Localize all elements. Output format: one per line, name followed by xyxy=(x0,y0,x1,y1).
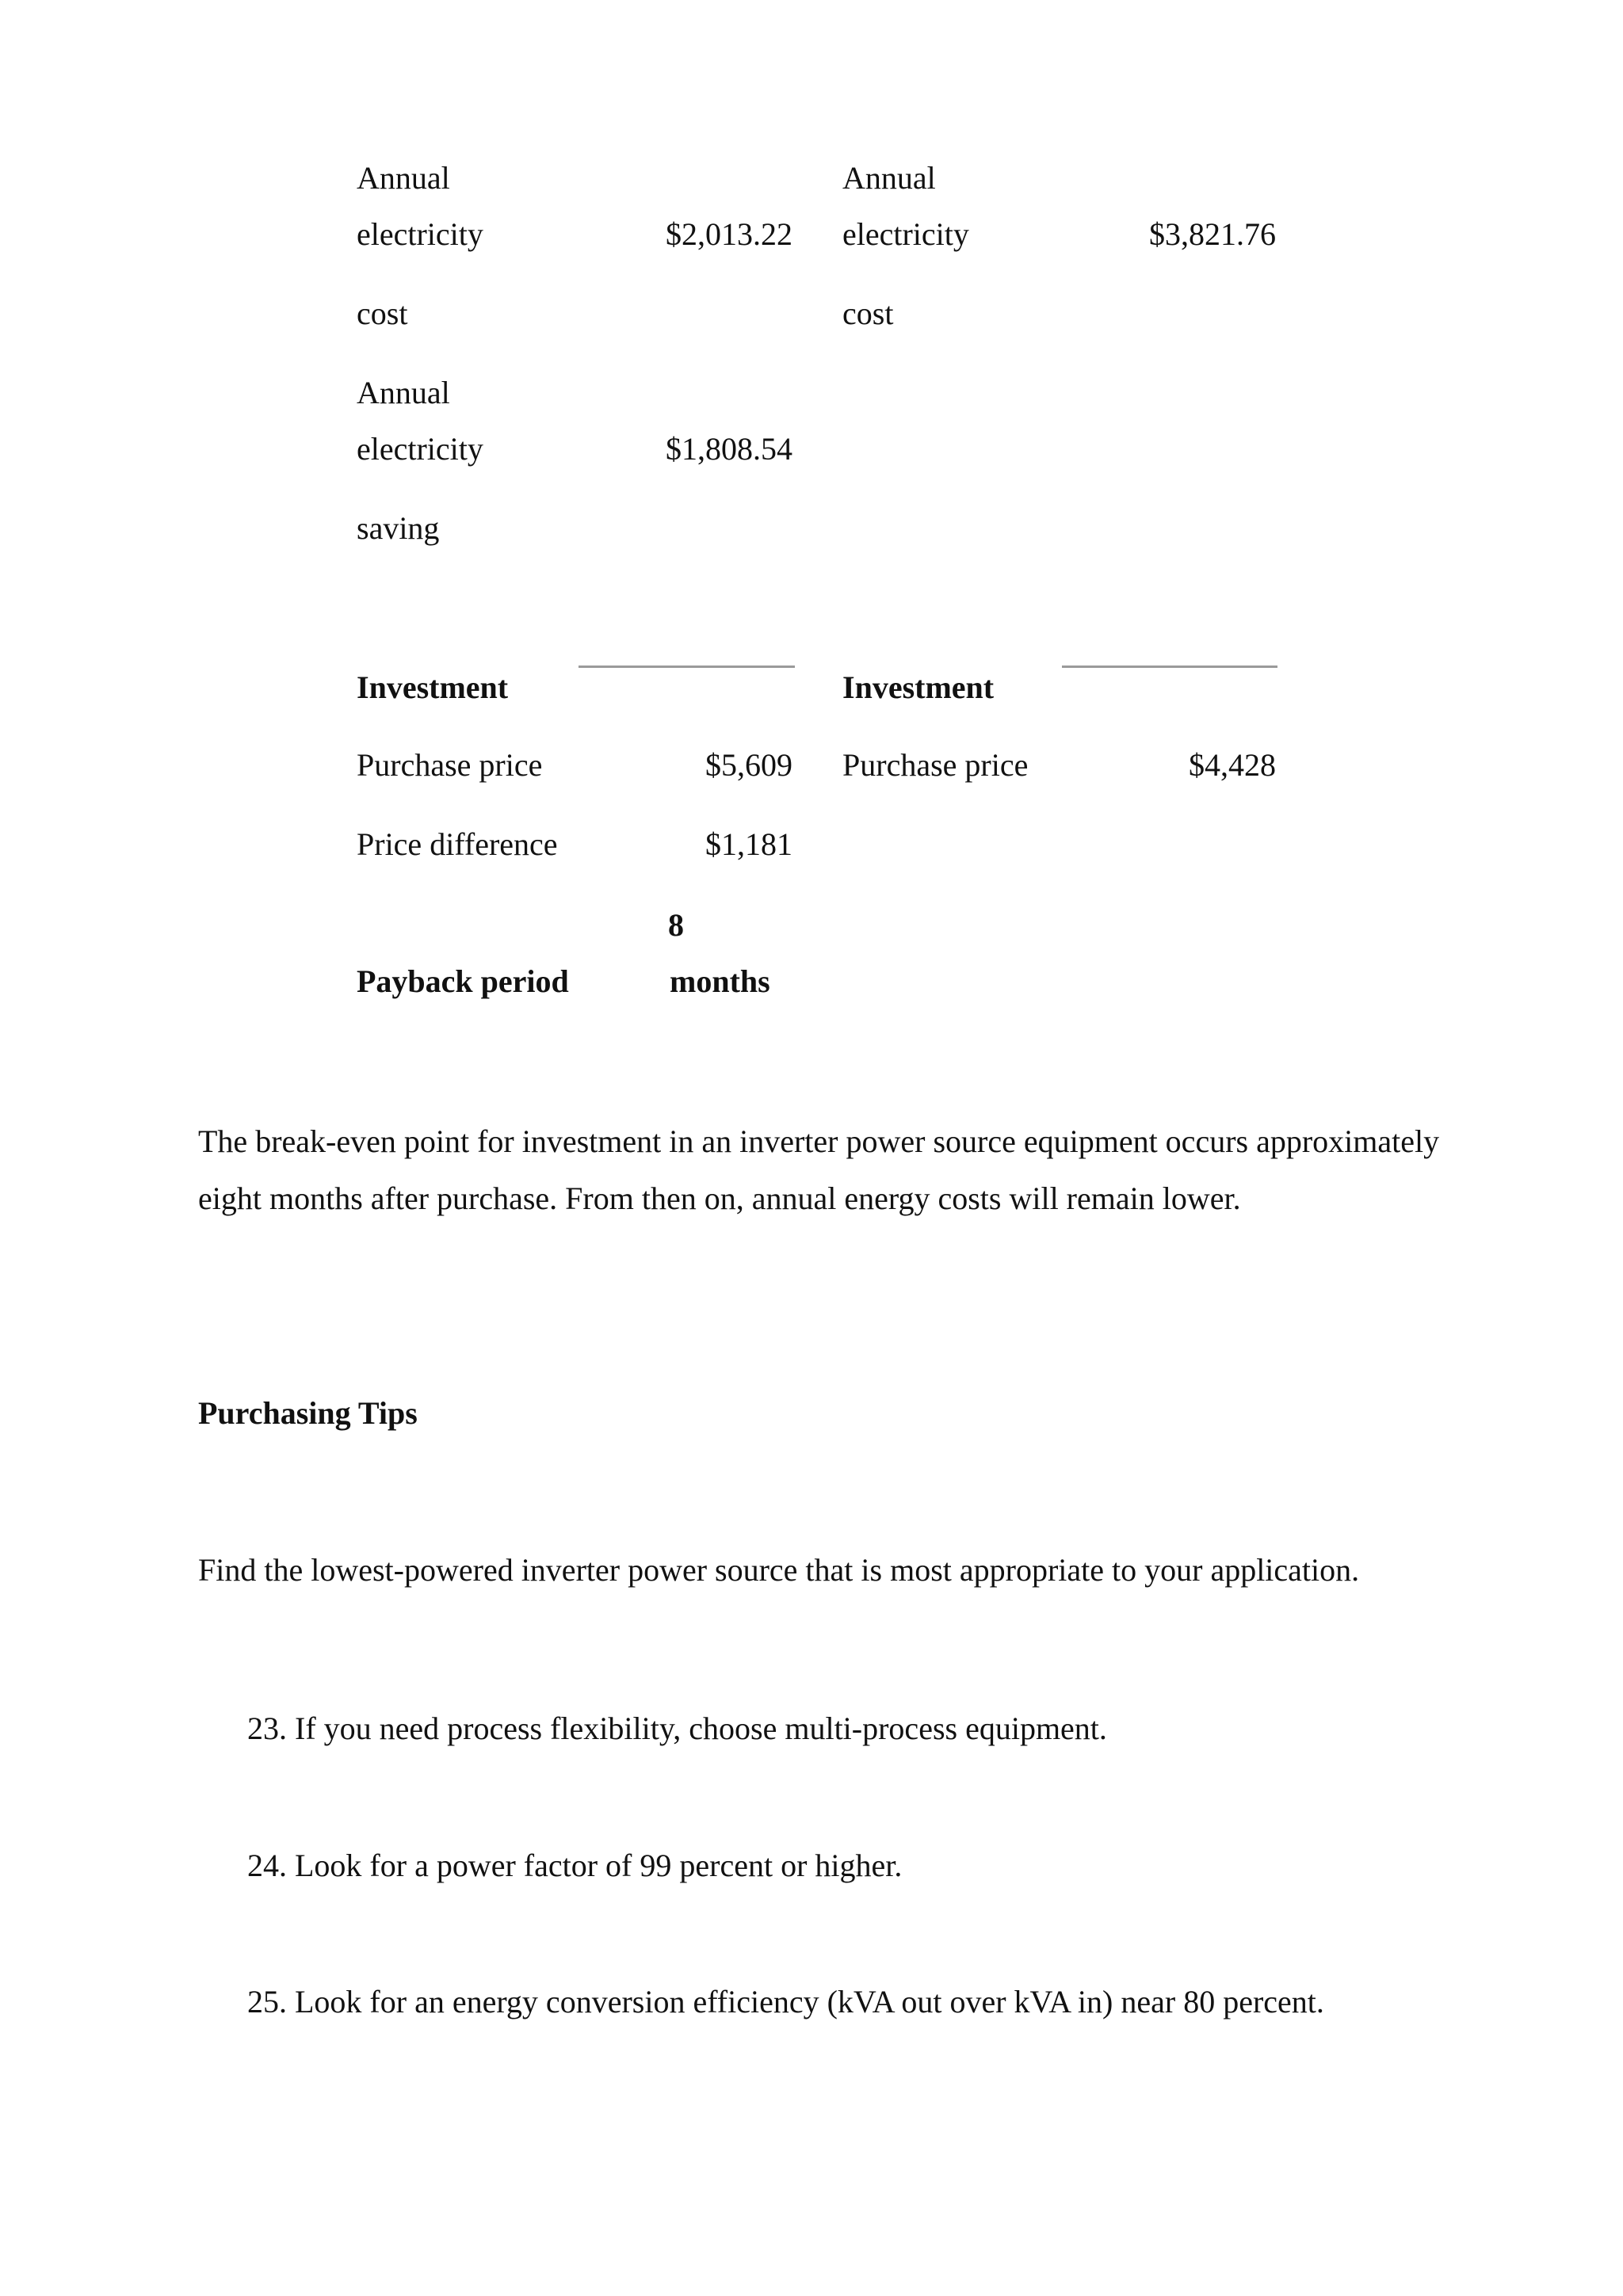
intro-sentence: Find the lowest-powered inverter power source that is most appropriate to your application. xyxy=(198,1552,1360,1588)
left-annual-cost-value: $2,013.22 xyxy=(666,216,792,252)
left-purchase-price-label: Purchase price xyxy=(357,747,543,783)
tip-item: 23. If you need process flexibility, choose multi-process equipment. xyxy=(247,1711,1107,1746)
payback-value-line1: 8 xyxy=(668,907,684,943)
left-divider-rule xyxy=(579,666,795,668)
left-annual-saving-value: $1,808.54 xyxy=(666,431,792,467)
right-divider-rule xyxy=(1062,666,1277,668)
left-saving-label-line2: electricity xyxy=(357,431,483,467)
left-saving-label-line1: Annual xyxy=(357,375,450,410)
right-purchase-price-label: Purchase price xyxy=(842,747,1029,783)
right-annual-cost-value: $3,821.76 xyxy=(1149,216,1276,252)
tip-item: 25. Look for an energy conversion efficiency (kVA out over kVA in) near 80 percent. xyxy=(247,1984,1324,2019)
section-heading: Purchasing Tips xyxy=(198,1395,418,1431)
left-cost-label-line2: electricity xyxy=(357,216,483,252)
right-purchase-price-value: $4,428 xyxy=(1189,747,1276,783)
left-cost-label-line3: cost xyxy=(357,296,408,331)
payback-period-label: Payback period xyxy=(357,963,569,999)
left-purchase-price-value: $5,609 xyxy=(705,747,792,783)
left-cost-label-line1: Annual xyxy=(357,160,450,196)
left-saving-label-line3: saving xyxy=(357,510,440,546)
tip-item: 24. Look for a power factor of 99 percent or higher. xyxy=(247,1848,903,1883)
right-cost-label-line3: cost xyxy=(842,296,894,331)
payback-value-line2: months xyxy=(670,963,770,999)
right-cost-label-line1: Annual xyxy=(842,160,936,196)
price-difference-label: Price difference xyxy=(357,826,558,862)
left-investment-heading: Investment xyxy=(357,669,509,705)
price-difference-value: $1,181 xyxy=(705,826,792,862)
summary-paragraph: The break-even point for investment in an inverter power source equipment occurs approximately eight months after purchase. From then on, annual energy costs will remain lower. xyxy=(198,1123,1440,1216)
right-investment-heading: Investment xyxy=(842,669,995,705)
right-cost-label-line2: electricity xyxy=(842,216,969,252)
